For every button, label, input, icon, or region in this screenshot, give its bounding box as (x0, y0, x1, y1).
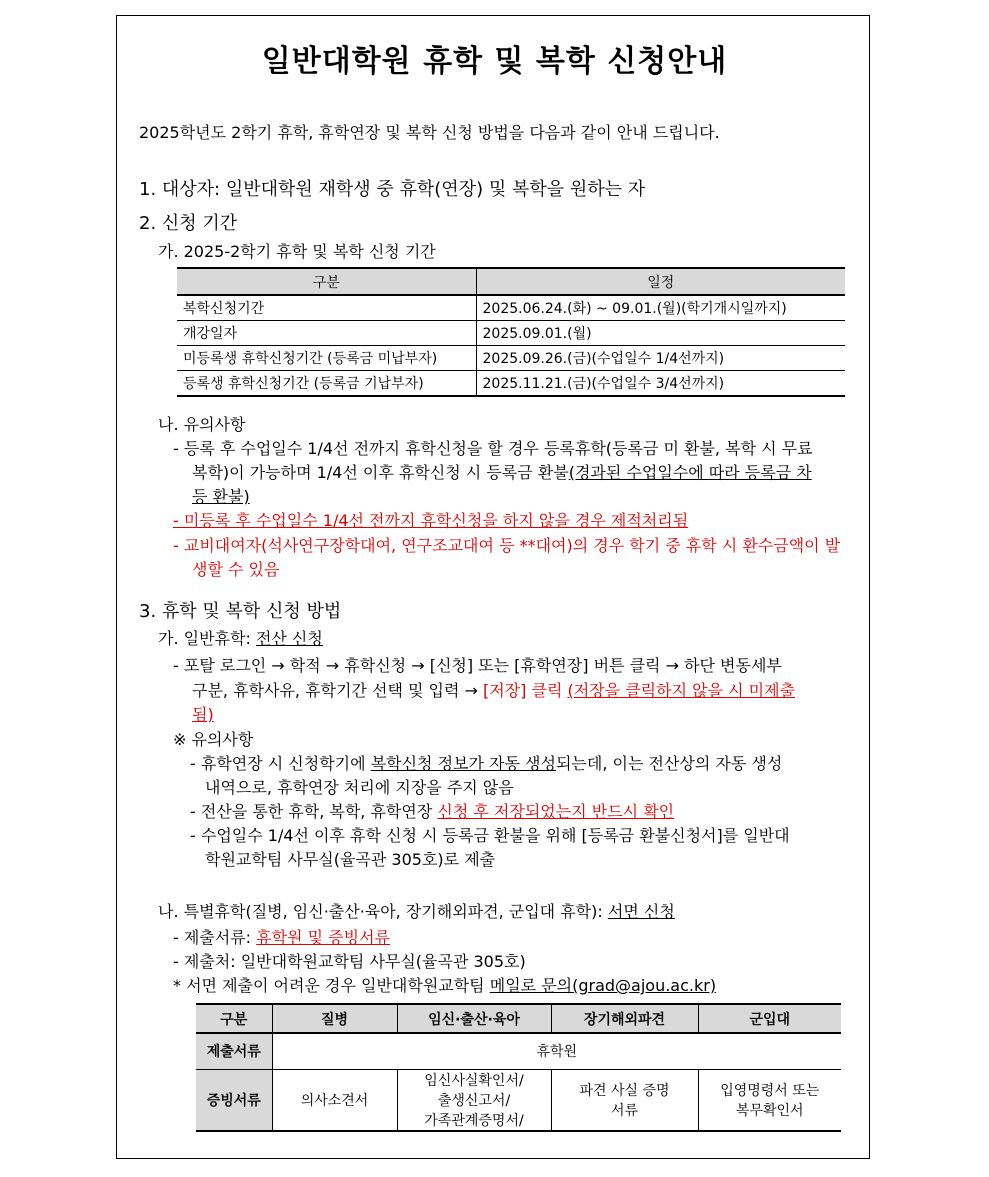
docs-row-label: 제출서류 (196, 1033, 272, 1069)
docs-row-label: 증빙서류 (196, 1069, 272, 1131)
schedule-cell: 복학신청기간 (177, 295, 476, 321)
section-3b-heading (158, 899, 675, 922)
notice-warning: - 교비대여자(석사연구장학대여, 연구조교대여 등 **대여)의 경우 학기 중 휴학 시 환수금액이 발 (173, 536, 841, 555)
notice-line (192, 460, 812, 483)
docs-cell (397, 1069, 551, 1131)
caution-line: 내역으로, 휴학연장 처리에 지장을 주지 않음 (205, 778, 514, 797)
notice-warning: 생할 수 있음 (192, 560, 280, 579)
procedure-line: - 포탈 로그인 → 학적 → 휴학신청 → [신청] 또는 [휴학연장] 버튼 클릭 → 하단 변동세부 (173, 656, 782, 675)
section-2b-heading: 나. 유의사항 (158, 415, 246, 434)
schedule-header-category: 구분 (177, 268, 476, 295)
table-row (196, 1069, 841, 1131)
docs-header: 임신·출산·육아 (397, 1004, 551, 1033)
docs-cell (551, 1069, 698, 1131)
schedule-table (177, 267, 845, 397)
section-1-target: 1. 대상자: 일반대학원 재학생 중 휴학(연장) 및 복학을 원하는 자 (139, 179, 646, 200)
docs-line: 출생신고서/ (437, 1092, 511, 1109)
contact-email[interactable]: 메일로 문의(grad@ajou.ac.kr) (489, 976, 717, 995)
docs-line: 서류 (610, 1102, 639, 1119)
intro-text: 2025학년도 2학기 휴학, 휴학연장 및 복학 신청 방법을 다음과 같이 안내 드립니다. (139, 123, 720, 142)
docs-line: 입영명령서 또는 (720, 1082, 820, 1099)
procedure-warning: (저장을 클릭하지 않을 시 미제출 (567, 681, 796, 700)
notice-line: 등 환불) (192, 487, 250, 506)
special-leave-line (173, 973, 716, 996)
schedule-cell: 2025.09.01.(월) (476, 321, 845, 346)
page-title: 일반대학원 휴학 및 복학 신청안내 (261, 44, 728, 79)
table-row (177, 346, 845, 371)
caution-text: - 전산을 통한 휴학, 복학, 휴학연장 (190, 802, 438, 821)
notice-line: - 등록 후 수업일수 1/4선 전까지 휴학신청을 할 경우 등록휴학(등록금 미 환불, 복학 시 무료 (173, 439, 813, 458)
section-3a-label: 가. 일반휴학: (158, 629, 256, 648)
notice-text: 복학)이 가능하며 1/4선 이후 휴학신청 시 등록금 환불 (192, 463, 569, 482)
schedule-cell: 개강일자 (177, 321, 476, 346)
caution-warning: 신청 후 저장되었는지 반드시 확인 (437, 802, 675, 821)
special-leave-text: - 제출서류: (173, 928, 257, 947)
special-leave-text: * 서면 제출이 어려운 경우 일반대학원교학팀 (173, 976, 490, 995)
caution-heading: ※ 유의사항 (173, 730, 254, 749)
special-leave-table (196, 1003, 841, 1132)
section-3-heading: 3. 휴학 및 복학 신청 방법 (139, 601, 342, 622)
section-3b-method: 서면 신청 (607, 902, 675, 921)
docs-cell: 휴학원 (272, 1033, 841, 1069)
section-3a-heading (158, 626, 323, 649)
table-row (177, 321, 845, 346)
schedule-cell: 2025.11.21.(금)(수업일수 3/4선까지) (476, 371, 845, 397)
section-2a-heading: 가. 2025-2학기 휴학 및 복학 신청 기간 (158, 242, 436, 261)
table-row (196, 1033, 841, 1069)
caution-line: 학원교학팀 사무실(율곡관 305호)로 제출 (205, 850, 496, 869)
section-3a-method: 전산 신청 (255, 629, 323, 648)
schedule-cell: 미등록생 휴학신청기간 (등록금 미납부자) (177, 346, 476, 371)
schedule-cell: 2025.09.26.(금)(수업일수 1/4선까지) (476, 346, 845, 371)
docs-cell: 의사소견서 (272, 1069, 397, 1131)
docs-header: 군입대 (698, 1004, 841, 1033)
procedure-save: [저장] 클릭 (477, 681, 568, 700)
caution-text: - 휴학연장 시 신청학기에 (190, 754, 371, 773)
notice-warning: - 미등록 후 수업일수 1/4선 전까지 휴학신청을 하지 않을 경우 제적처리됨 (173, 511, 689, 530)
procedure-warning: 됨) (192, 705, 214, 724)
special-leave-line: - 제출처: 일반대학원교학팀 사무실(율곡관 305호) (173, 952, 526, 971)
section-2-heading: 2. 신청 기간 (139, 213, 238, 234)
docs-line: 복무확인서 (735, 1102, 804, 1119)
section-3b-label: 나. 특별휴학(질병, 임신·출산·육아, 장기해외파견, 군입대 휴학): (158, 902, 608, 921)
docs-header: 장기해외파견 (551, 1004, 698, 1033)
caution-line: - 수업일수 1/4선 이후 휴학 신청 시 등록금 환불을 위해 [등록금 환불신청서]를 일반대 (190, 826, 790, 845)
docs-cell (698, 1069, 841, 1131)
docs-line: 임신사실확인서/ (424, 1072, 524, 1089)
docs-header: 구분 (196, 1004, 272, 1033)
schedule-cell: 등록생 휴학신청기간 (등록금 기납부자) (177, 371, 476, 397)
table-row (177, 371, 845, 397)
docs-line: 파견 사실 증명 (579, 1082, 670, 1099)
procedure-text: 구분, 휴학사유, 휴학기간 선택 및 입력 → (192, 681, 478, 700)
caution-underlined: 복학신청 정보가 자동 생성 (370, 754, 556, 773)
procedure-line (192, 678, 795, 701)
special-leave-docs: 휴학원 및 증빙서류 (256, 928, 390, 947)
docs-line: 가족관계증명서/ (424, 1112, 524, 1129)
table-row (177, 295, 845, 321)
schedule-header-date: 일정 (476, 268, 845, 295)
caution-line (190, 751, 782, 774)
special-leave-line (173, 925, 390, 948)
caution-line (190, 799, 674, 822)
caution-text: 되는데, 이는 전산상의 자동 생성 (555, 754, 783, 773)
docs-header: 질병 (272, 1004, 397, 1033)
schedule-cell: 2025.06.24.(화) ~ 09.01.(월)(학기개시일까지) (476, 295, 845, 321)
notice-underlined: (경과된 수업일수에 따라 등록금 차 (568, 463, 812, 482)
